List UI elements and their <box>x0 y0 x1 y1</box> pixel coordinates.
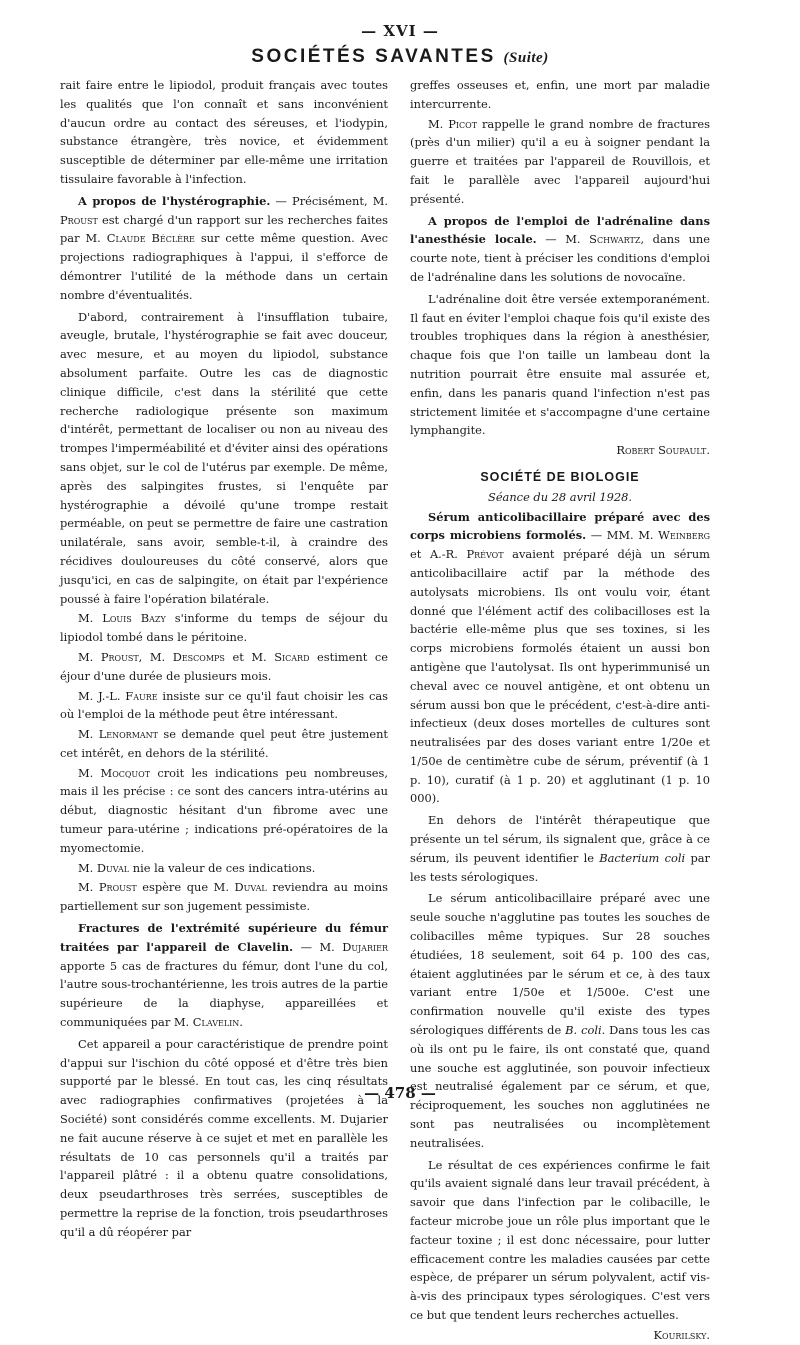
text-run: reviendra au moins partiellement sur son jugement pessimiste. <box>60 880 389 914</box>
person-name: Picot <box>448 116 478 131</box>
text-run: — M. <box>536 232 590 247</box>
left-column <box>60 76 388 1242</box>
person-name: Clavelin <box>192 1015 240 1030</box>
paragraph <box>60 687 388 725</box>
paragraph <box>60 859 388 878</box>
subsection-heading: Fractures de l'extrémité supérieure du fémur traitées par l'appareil de Clavelin. <box>60 921 388 954</box>
text-run: — M. <box>293 939 343 954</box>
paragraph-hysterography <box>60 192 388 305</box>
header-title: SOCIÉTÉS SAVANTES <box>251 46 496 67</box>
person-name: Louis Bazy <box>102 611 166 626</box>
text-run: nie la valeur de ces indications. <box>129 860 316 875</box>
text-run: Le sérum anticolibacillaire préparé avec une seule souche n'agglutine pas toutes les souches de colibacilles même typiques. Sur 28 souches étudiées, 18 seulement, soit 64 p. 100 des cas, étaient agglutinées par le sérum et ce, à des taux variant entre 1/50e et 1/500e. C'est une confirmation nouvelle qu'il existe des types sérologiques différents de <box>410 891 710 1038</box>
text-run: rappelle le grand nombre de fractures (près d'un milier) qu'il a eu à soigner pendant la guerre et traitées par l'appareil de Rouvillois, et fait le parallèle avec l'appareil aujourd'hui présenté. <box>410 116 711 206</box>
person-name: Proust <box>100 649 139 664</box>
text-run: . <box>239 1015 243 1030</box>
text-run: apporte 5 cas de fractures du fémur, dont l'une du col, l'autre sous-trochantérienne, les trois autres de la partie supérieure de la diaphyse, appareillées et communiquées par M. <box>60 958 388 1030</box>
paragraph-adrenaline <box>410 212 710 287</box>
paragraph <box>410 811 710 886</box>
paragraph: greffes osseuses et, enfin, une mort par maladie intercurrente. <box>410 78 710 111</box>
text-run: se demande quel peut être justement cet intérêt, en dehors de la stérilité. <box>60 727 388 760</box>
person-name: J.-L. Faure <box>98 688 158 703</box>
text-run: espère que M. <box>136 880 235 895</box>
paragraph <box>60 725 388 763</box>
subsection-heading: A propos de l'emploi de l'adrénaline dans l'anesthésie locale. <box>410 213 710 247</box>
text-run: sur cette même question. Avec projections radiographiques à l'appui, il s'efforce de démontrer l'utilité de la méthode dans un certain nombre d'éventualités. <box>60 231 388 302</box>
person-name: Claude Béclère <box>106 231 195 246</box>
person-name: Proust <box>60 212 98 227</box>
text-run: M. <box>78 880 99 895</box>
text-run: estiment ce éjour d'une durée de plusieurs mois. <box>60 649 389 683</box>
person-name: Dujarier <box>342 939 388 954</box>
paragraph: L'adrénaline doit être versée extemporanément. Il faut en éviter l'emploi chaque fois qu'il existe des troubles trophiques dans la région à anesthésier, chaque fois que l'on taille un lambeau dont la nutrition pourrait être ensuite mal assurée et, enfin, dans les panaris quand l'infection n'est pas strictement limitée et s'accompagne d'une certaine lymphangite. <box>410 291 710 438</box>
text-run: s'informe du temps de séjour du lipiodol tombé dans le péritoine. <box>60 611 388 645</box>
text-run: M. <box>78 727 99 742</box>
text-run: — Précisément, M. <box>270 193 388 208</box>
person-name: Proust <box>98 880 137 895</box>
person-name: Sicard <box>274 649 310 664</box>
text-run: — MM. M. <box>586 528 659 543</box>
person-name: Weinberg <box>658 528 710 543</box>
text-run: M. <box>428 116 449 131</box>
text-run: M. <box>78 860 97 875</box>
text-run: insiste sur ce qu'il faut choisir les cas où l'emploi de la méthode peut être intéressant. <box>60 688 388 722</box>
paragraph-serum <box>410 508 710 809</box>
section-title: SOCIÉTÉ DE BIOLOGIE <box>480 469 640 484</box>
paragraph <box>410 115 710 209</box>
text-run: par les tests sérologiques. <box>410 850 710 884</box>
text-run: est chargé d'un rapport sur les recherches faites par M. <box>60 212 388 246</box>
author-signature: Robert Soupault. <box>616 443 710 458</box>
text-run: et A.-R. <box>410 547 467 562</box>
paragraph <box>60 648 388 686</box>
header-suffix: (Suite) <box>503 50 549 66</box>
text-run: , M. <box>138 649 173 664</box>
text-run: En dehors de l'intérêt thérapeutique que présente un tel sérum, ils signalent que, grâce à ce sérum, ils peuvent identifier le <box>410 813 710 865</box>
text-run: M. <box>78 765 101 780</box>
right-column <box>410 76 710 1345</box>
paragraph <box>60 609 388 647</box>
page-header <box>0 46 800 68</box>
subsection-heading: Sérum anticolibacillaire préparé avec des corps microbiens formolés. <box>410 509 710 543</box>
person-name: Prévot <box>466 547 504 562</box>
author-signature: Kourilsky. <box>653 1327 710 1342</box>
person-name: Descomps <box>172 649 225 664</box>
paragraph <box>60 764 388 858</box>
text-run: M. <box>78 688 99 703</box>
text-run: et M. <box>224 649 275 664</box>
text-run: M. <box>78 649 101 664</box>
paragraph: Le résultat de ces expériences confirme le fait qu'ils avaient signalé dans leur travail précédent, à savoir que dans l'infection par le colibacille, le facteur microbe joue un rôle plus important que le facteur toxine ; il est donc nécessaire, pour lutter efficacement contre les maladies causées par cette espèce, de préparer un sérum polyvalent, actif vis-à-vis des principaux types sérologiques. C'est vers ce but que tendent leurs recherches actuelles. <box>410 1157 710 1322</box>
person-name: Mocquot <box>100 765 151 780</box>
paragraph: rait faire entre le lipiodol, produit français avec toutes les qualités que l'on connaît et sans inconvénient d'aucun ordre au contact des séreuses, et l'iodypin, substance étrangère, très novice, et évidemment susceptible de déterminer par elle-même une irritation tissulaire favorable à l'infection. <box>60 78 388 186</box>
text-run: M. <box>78 611 103 626</box>
person-name: Lenormant <box>98 727 158 742</box>
text-run: avaient préparé déjà un sérum anticolibacillaire actif par la méthode des autolysats microbiens. Ils ont voulu voir, étant donné que l'élément actif des colibacilloses est la bactérie elle-même plus que ses toxines, si les corps microbiens formolés étaient un aussi bon antigène que l'autolysat. Ils ont hyperimmunisé un cheval avec ce nouvel antigène, et ont obtenu un sérum aussi bon que le précédent, c'est-à-dire anti-infectieux (deux doses mortelles de cultures sont neutralisées par des doses variant entre 1/20e et 1/50e de centimètre cube de sérum, préventif (à 1 p. 10), curatif (à 1 p. 20) et agglutinant (1 p. 10 000). <box>410 547 710 806</box>
italic-term: B. coli <box>565 1023 602 1038</box>
person-name: Duval <box>234 880 267 895</box>
subsection-heading: A propos de l'hystérographie. <box>78 193 271 208</box>
paragraph-fractures <box>60 919 388 1032</box>
paragraph: D'abord, contrairement à l'insufflation tubaire, aveugle, brutale, l'hystérographie se fait avec douceur, avec mesure, et au moyen du lipiodol, substance absolument parfaite. Outre les cas de diagnostic clinique difficile, c'est dans la stérilité que cette recherche radiologique présente son maximum d'intérêt, permettant de localiser ou non au niveau des trompes l'imperméabilité et d'éviter ainsi des opérations sans objet, sur le col de l'utérus par exemple. De même, après des salpingites frustes, si l'enquête par hystérographie a dévoilé qu'une trompe restait perméable, on peut se permettre de faire une castration unilatérale, sans avoir, semble-t-il, à craindre des récidives douloureuses du côté conservé, alors que jusqu'ici, en cas de salpingite, on était par l'expérience poussé à faire l'opération bilatérale. <box>60 309 388 606</box>
page-roman-numeral: — XVI — <box>361 22 439 40</box>
person-name: Schwartz <box>589 232 641 247</box>
page-number: — 478 — <box>364 1084 436 1102</box>
section-date: Séance du 28 avril 1928. <box>488 489 632 504</box>
paragraph: Cet appareil a pour caractéristique de prendre point d'appui sur l'ischion du côté opposé et d'être très bien supporté par le blessé. En tout cas, les cinq résultats avec radiographies confirmatives (projetées à la Société) sont considérés comme excellents. M. Dujarier ne fait aucune réserve à ce sujet et met en parallèle les résultats de 10 cas personnels qu'il a traités par l'appareil plâtré : il a obtenu quatre consolidations, deux pseudarthroses très serrées, susceptibles de permettre la reprise de la fonction, trois pseudarthroses qu'il a dû réopérer par <box>60 1036 388 1239</box>
text-run: croit les indications peu nombreuses, mais il les précise : ce sont des cancers intra-utérins au début, diagnostic hésitant d'un fibrome avec une tumeur para-utérine ; indications pré-opératoires de la myomectomie. <box>60 765 388 855</box>
text-run: . Dans tous les cas où ils ont pu le faire, ils ont constaté que, quand une souche est agglutinée, son pouvoir infectieux est neutralisé également par ce sérum, et que, réciproquement, les souches non agglutinées ne sont pas neutralisées ou incomplètement neutralisées. <box>410 1023 710 1150</box>
text-run: , dans une courte note, tient à préciser les conditions d'emploi de l'adrénaline dans les solutions de novocaïne. <box>410 232 710 284</box>
person-name: Duval <box>96 860 130 875</box>
italic-term: Bacterium coli <box>599 850 686 865</box>
paragraph <box>410 889 710 1152</box>
paragraph <box>60 878 388 916</box>
